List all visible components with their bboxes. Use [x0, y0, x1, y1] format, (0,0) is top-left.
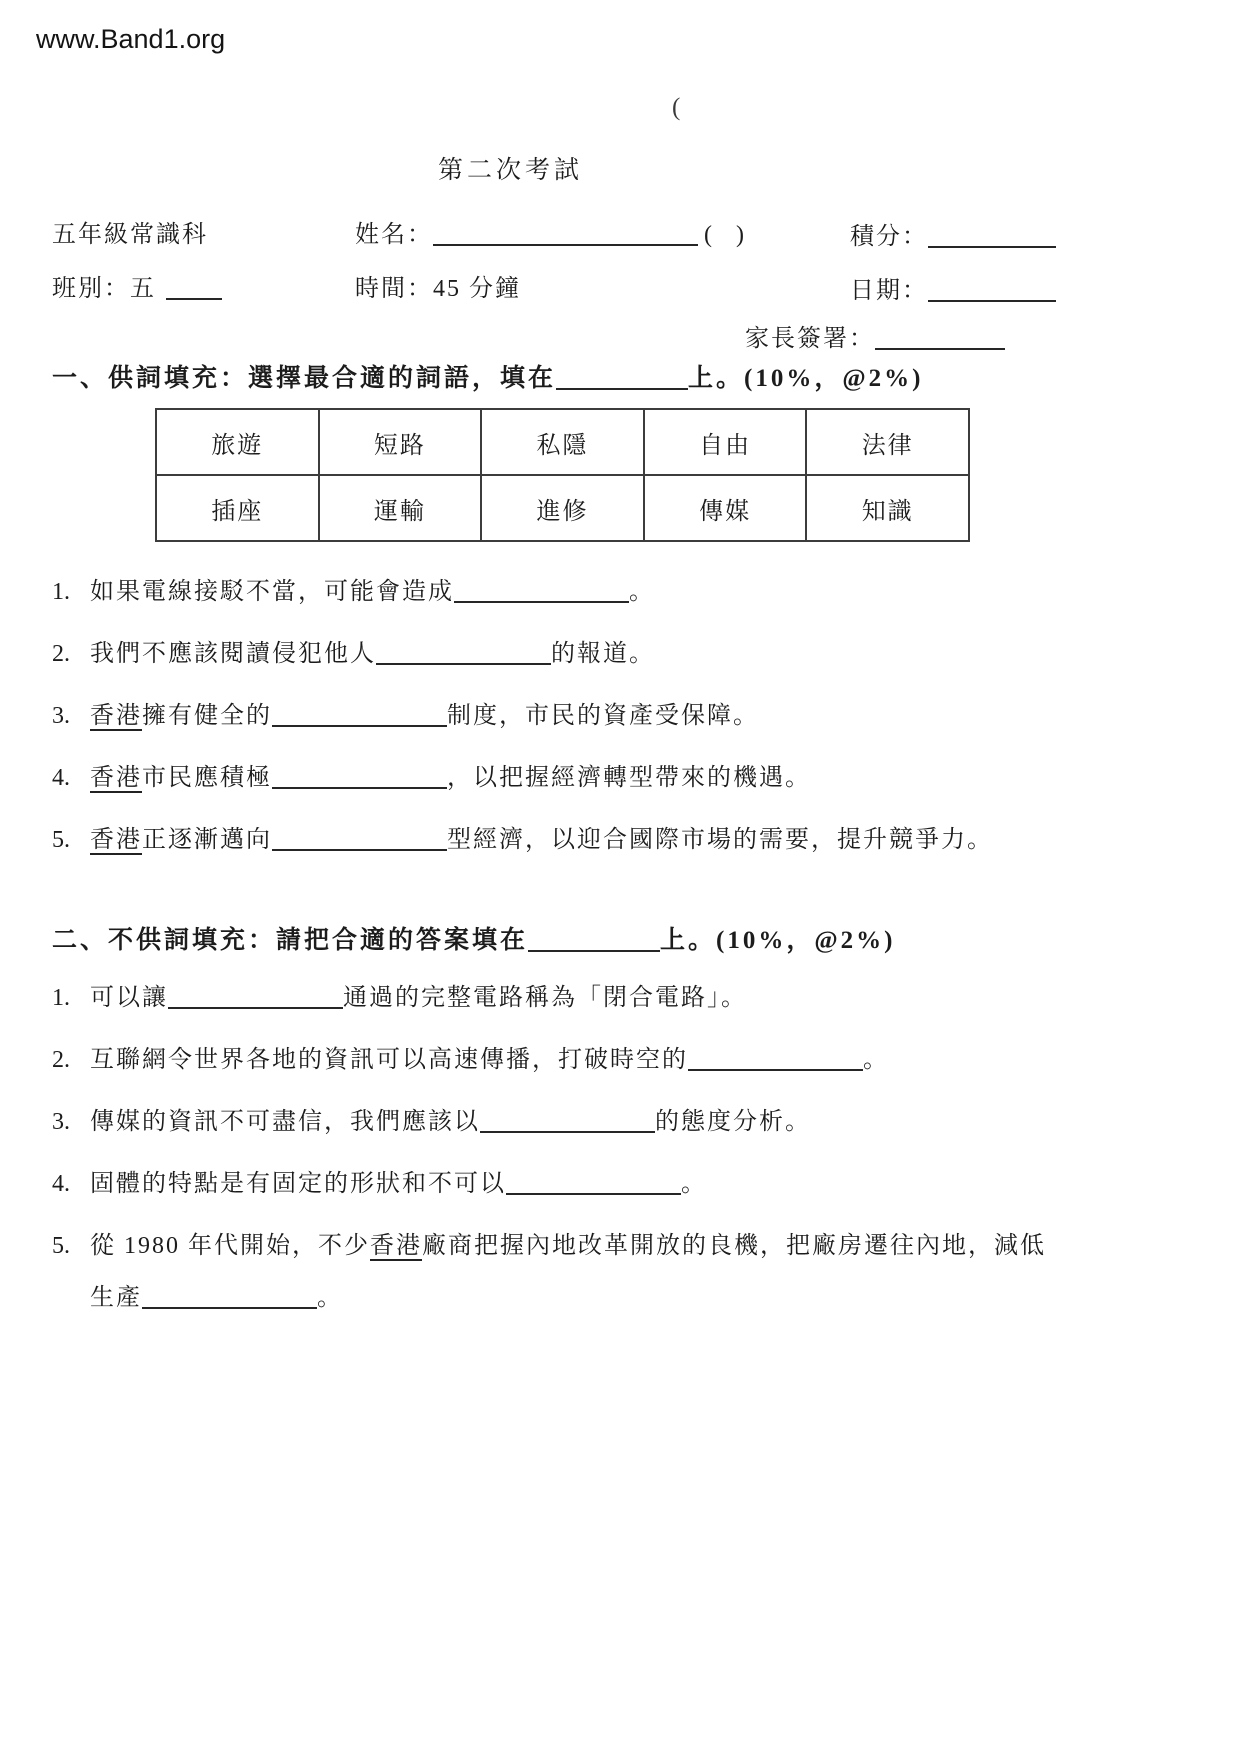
- question-text: [90, 566, 1200, 618]
- answer-blank: [506, 1175, 681, 1195]
- word-bank-cell: 運輸: [319, 475, 482, 541]
- word-bank-cell: 短路: [319, 409, 482, 475]
- answer-blank: [688, 1051, 863, 1071]
- section2-heading: [52, 920, 895, 956]
- text-segment: 的報道。: [551, 641, 655, 667]
- text-segment: 固體的特點是有固定的形狀和不可以: [90, 1171, 506, 1197]
- underlined-term: 香港: [370, 1233, 422, 1259]
- word-bank-row: [156, 409, 969, 475]
- question-row: [52, 814, 1200, 866]
- word-bank-cell: 傳媒: [644, 475, 807, 541]
- name-blank: [433, 226, 698, 246]
- question-number: 4.: [52, 765, 70, 791]
- site-watermark: www.Band1.org: [36, 24, 226, 54]
- answer-blank: [168, 989, 343, 1009]
- question-number: 4.: [52, 1171, 70, 1197]
- text-segment: 制度，市民的資產受保障。: [447, 703, 759, 729]
- answer-blank: [272, 831, 447, 851]
- text-segment: 。: [681, 1171, 707, 1197]
- parent-signature-label: 家長簽署：: [745, 326, 875, 352]
- section2-heading-post: 上。(10%，@2%): [660, 927, 896, 954]
- text-segment: 廠商把握內地改革開放的良機，把廠房遷往內地，減低: [422, 1233, 1046, 1259]
- scan-artifact-mark: (: [672, 94, 681, 121]
- question-number: 3.: [52, 1109, 70, 1135]
- text-segment: 互聯網令世界各地的資訊可以高速傳播，打破時空的: [90, 1047, 688, 1073]
- date-label: 日期：: [850, 278, 928, 304]
- text-segment: ，以把握經濟轉型帶來的機遇。: [447, 765, 811, 791]
- question-text: [90, 1096, 1200, 1148]
- question-row: [52, 1220, 1200, 1324]
- question-row: [52, 1096, 1200, 1148]
- text-segment: 通過的完整電路稱為「閉合電路」。: [343, 985, 747, 1011]
- question-text: [90, 814, 1200, 866]
- answer-blank: [272, 769, 447, 789]
- text-segment: 如果電線接駁不當，可能會造成: [90, 579, 454, 605]
- question-row: [52, 628, 1200, 680]
- date-field-group: [850, 270, 1056, 305]
- date-blank: [928, 282, 1056, 302]
- score-blank: [928, 228, 1056, 248]
- name-label: 姓名：: [355, 222, 433, 248]
- answer-blank: [454, 583, 629, 603]
- text-segment: 擁有健全的: [142, 703, 272, 729]
- text-segment: 。: [863, 1047, 889, 1073]
- text-segment: 從 1980 年代開始，不少: [90, 1233, 370, 1259]
- question-row: [52, 690, 1200, 742]
- underlined-term: 香港: [90, 827, 142, 853]
- section1-questions: [52, 566, 1200, 876]
- time-label: 時間：45 分鐘: [355, 276, 521, 302]
- text-segment: 。: [629, 579, 655, 605]
- question-row: [52, 566, 1200, 618]
- question-row: [52, 1034, 1200, 1086]
- question-row: [52, 752, 1200, 804]
- question-text: [90, 690, 1200, 742]
- question-number: 3.: [52, 703, 70, 729]
- word-bank-cell: 插座: [156, 475, 319, 541]
- parent-signature-group: [745, 318, 1005, 353]
- class-label: 班別：五: [52, 276, 156, 302]
- question-number: 5.: [52, 827, 70, 853]
- text-segment: 生產: [90, 1285, 142, 1311]
- answer-blank: [480, 1113, 655, 1133]
- page-title: 第二次考試: [438, 157, 584, 184]
- name-field-group: [355, 214, 744, 249]
- question-number: 5.: [52, 1233, 70, 1259]
- question-text: [90, 972, 1200, 1024]
- answer-blank: [142, 1289, 317, 1309]
- section2-heading-pre: 二、不供詞填充：請把合適的答案填在: [52, 927, 529, 954]
- word-bank-cell: 自由: [644, 409, 807, 475]
- class-number-paren: ( ): [704, 222, 744, 248]
- word-bank-cell: 進修: [481, 475, 644, 541]
- question-number: 1.: [52, 579, 70, 605]
- score-label: 積分：: [850, 224, 928, 250]
- answer-blank: [376, 645, 551, 665]
- underlined-term: 香港: [90, 765, 142, 791]
- score-field-group: [850, 216, 1056, 251]
- word-bank-cell: 法律: [806, 409, 969, 475]
- question-text: [90, 1158, 1200, 1210]
- heading-blank: [556, 370, 688, 390]
- text-segment: 我們不應該閱讀侵犯他人: [90, 641, 376, 667]
- word-bank-cell: 知識: [806, 475, 969, 541]
- underlined-term: 香港: [90, 703, 142, 729]
- text-segment: 型經濟，以迎合國際市場的需要，提升競爭力。: [447, 827, 993, 853]
- class-blank: [166, 280, 222, 300]
- class-field-group: [52, 268, 222, 303]
- question-text: [90, 1034, 1200, 1086]
- heading-blank: [528, 932, 660, 952]
- question-text: [90, 752, 1200, 804]
- text-segment: 可以讓: [90, 985, 168, 1011]
- question-text: [90, 628, 1200, 680]
- text-segment: 正逐漸邁向: [142, 827, 272, 853]
- text-segment: 傳媒的資訊不可盡信，我們應該以: [90, 1109, 480, 1135]
- text-segment: 的態度分析。: [655, 1109, 811, 1135]
- section2-questions: [52, 972, 1200, 1334]
- question-text: [90, 1220, 1200, 1324]
- word-bank-cell: 私隱: [481, 409, 644, 475]
- word-bank: [155, 408, 970, 542]
- section1-heading-pre: 一、供詞填充：選擇最合適的詞語，填在: [52, 365, 557, 392]
- text-segment: 。: [317, 1285, 343, 1311]
- question-row: [52, 972, 1200, 1024]
- answer-blank: [272, 707, 447, 727]
- question-row: [52, 1158, 1200, 1210]
- subject-label: 五年級常識科: [52, 222, 208, 248]
- question-number: 2.: [52, 1047, 70, 1073]
- section1-heading: [52, 358, 923, 394]
- question-number: 2.: [52, 641, 70, 667]
- word-bank-row: [156, 475, 969, 541]
- question-number: 1.: [52, 985, 70, 1011]
- section1-heading-post: 上。(10%，@2%): [688, 365, 924, 392]
- parent-signature-blank: [875, 330, 1005, 350]
- text-segment: 市民應積極: [142, 765, 272, 791]
- word-bank-cell: 旅遊: [156, 409, 319, 475]
